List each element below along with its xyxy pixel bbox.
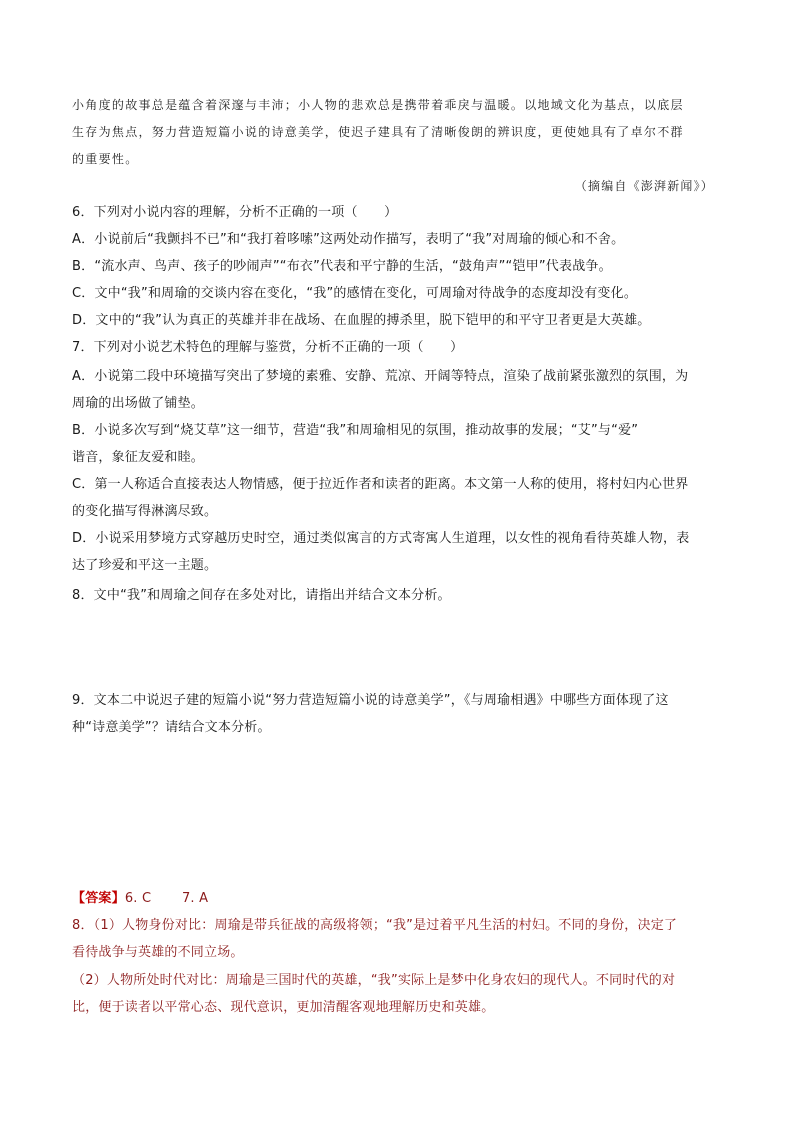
question-7-stem: 7．下列对小说艺术特色的理解与鉴赏，分析不正确的一项（ ）: [72, 340, 464, 355]
answer-label: 【答案】: [72, 891, 125, 906]
question-6-option-a: A．小说前后“我颤抖不已”和“我打着哆嗦”这两处动作描写，表明了“我”对周瑜的倾心和不舍。: [72, 232, 625, 247]
answer-8-part-2-line-2: 比，便于读者以平常心态、现代意识，更加清醒客观地理解历史和英雄。: [72, 1000, 495, 1015]
passage-source: （摘编自《澎湃新闻》）: [574, 179, 714, 193]
question-6-stem: 6．下列对小说内容的理解，分析不正确的一项（ ）: [72, 205, 398, 220]
question-7-option-c-line-2: 的变化描写得淋漓尽致。: [72, 504, 218, 519]
question-6-option-c: C．文中“我”和周瑜的交谈内容在变化，“我”的感情在变化，可周瑜对待战争的态度却没有变化。: [72, 286, 638, 301]
answer-8-part-2-line-1: （2）人物所处时代对比：周瑜是三国时代的英雄，“我”实际上是梦中化身农妇的现代人。不同时代的对: [72, 973, 676, 988]
question-7-option-d-line-1: D．小说采用梦境方式穿越历史时空，通过类似寓言的方式寄寓人生道理，以女性的视角看待英雄人物，表: [72, 531, 690, 546]
question-7-option-d-line-2: 达了珍爱和平这一主题。: [72, 558, 218, 573]
passage-line-2: 生存为焦点，努力营造短篇小说的诗意美学，使迟子建具有了清晰俊朗的辨识度，更使她具有了卓尔不群: [72, 125, 684, 139]
passage-line-1: 小角度的故事总是蕴含着深邃与丰沛；小人物的悲欢总是携带着乖戾与温暖。以地域文化为基点，以底层: [72, 98, 684, 112]
answer-8-part-1-line-2: 看待战争与英雄的不同立场。: [72, 945, 244, 960]
question-8-stem: 8．文中“我”和周瑜之间存在多处对比，请指出并结合文本分析。: [72, 588, 451, 603]
question-6-option-d: D．文中的“我”认为真正的英雄并非在战场、在血腥的搏杀里，脱下铠甲的和平守卫者更是大英雄。: [72, 313, 651, 328]
answer-choices: 6. C 7. A: [124, 891, 209, 906]
question-7-option-a-line-2: 周瑜的出场做了铺垫。: [72, 396, 205, 411]
question-6-option-b: B．“流水声、鸟声、孩子的吵闹声”“布衣”代表和平宁静的生活，“鼓角声”“铠甲”代表战争。: [72, 259, 612, 274]
question-9-line-1: 9．文本二中说迟子建的短篇小说“努力营造短篇小说的诗意美学”，《与周瑜相遇》中哪些方面体现了这: [72, 693, 669, 708]
question-9-line-2: 种“诗意美学”？请结合文本分析。: [72, 720, 271, 735]
question-7-option-a-line-1: A．小说第二段中环境描写突出了梦境的素雅、安静、荒凉、开阔等特点，渲染了战前紧张激烈的氛围，为: [72, 369, 689, 384]
question-7-option-c-line-1: C．第一人称适合直接表达人物情感，便于拉近作者和读者的距离。本文第一人称的使用，将村妇内心世界: [72, 477, 689, 492]
passage-line-3: 的重要性。: [72, 152, 139, 166]
question-7-option-b-line-2: 谐音，象征友爱和睦。: [72, 450, 205, 465]
answer-8-part-1-line-1: 8．（1）人物身份对比：周瑜是带兵征战的高级将领；“我”是过着平凡生活的村妇。不同的身份，决定了: [72, 918, 678, 933]
answer-header: [72, 890, 732, 908]
question-7-option-b-line-1: B．小说多次写到“烧艾草”这一细节，营造“我”和周瑜相见的氛围，推动故事的发展；“艾”与“爱”: [72, 423, 639, 438]
